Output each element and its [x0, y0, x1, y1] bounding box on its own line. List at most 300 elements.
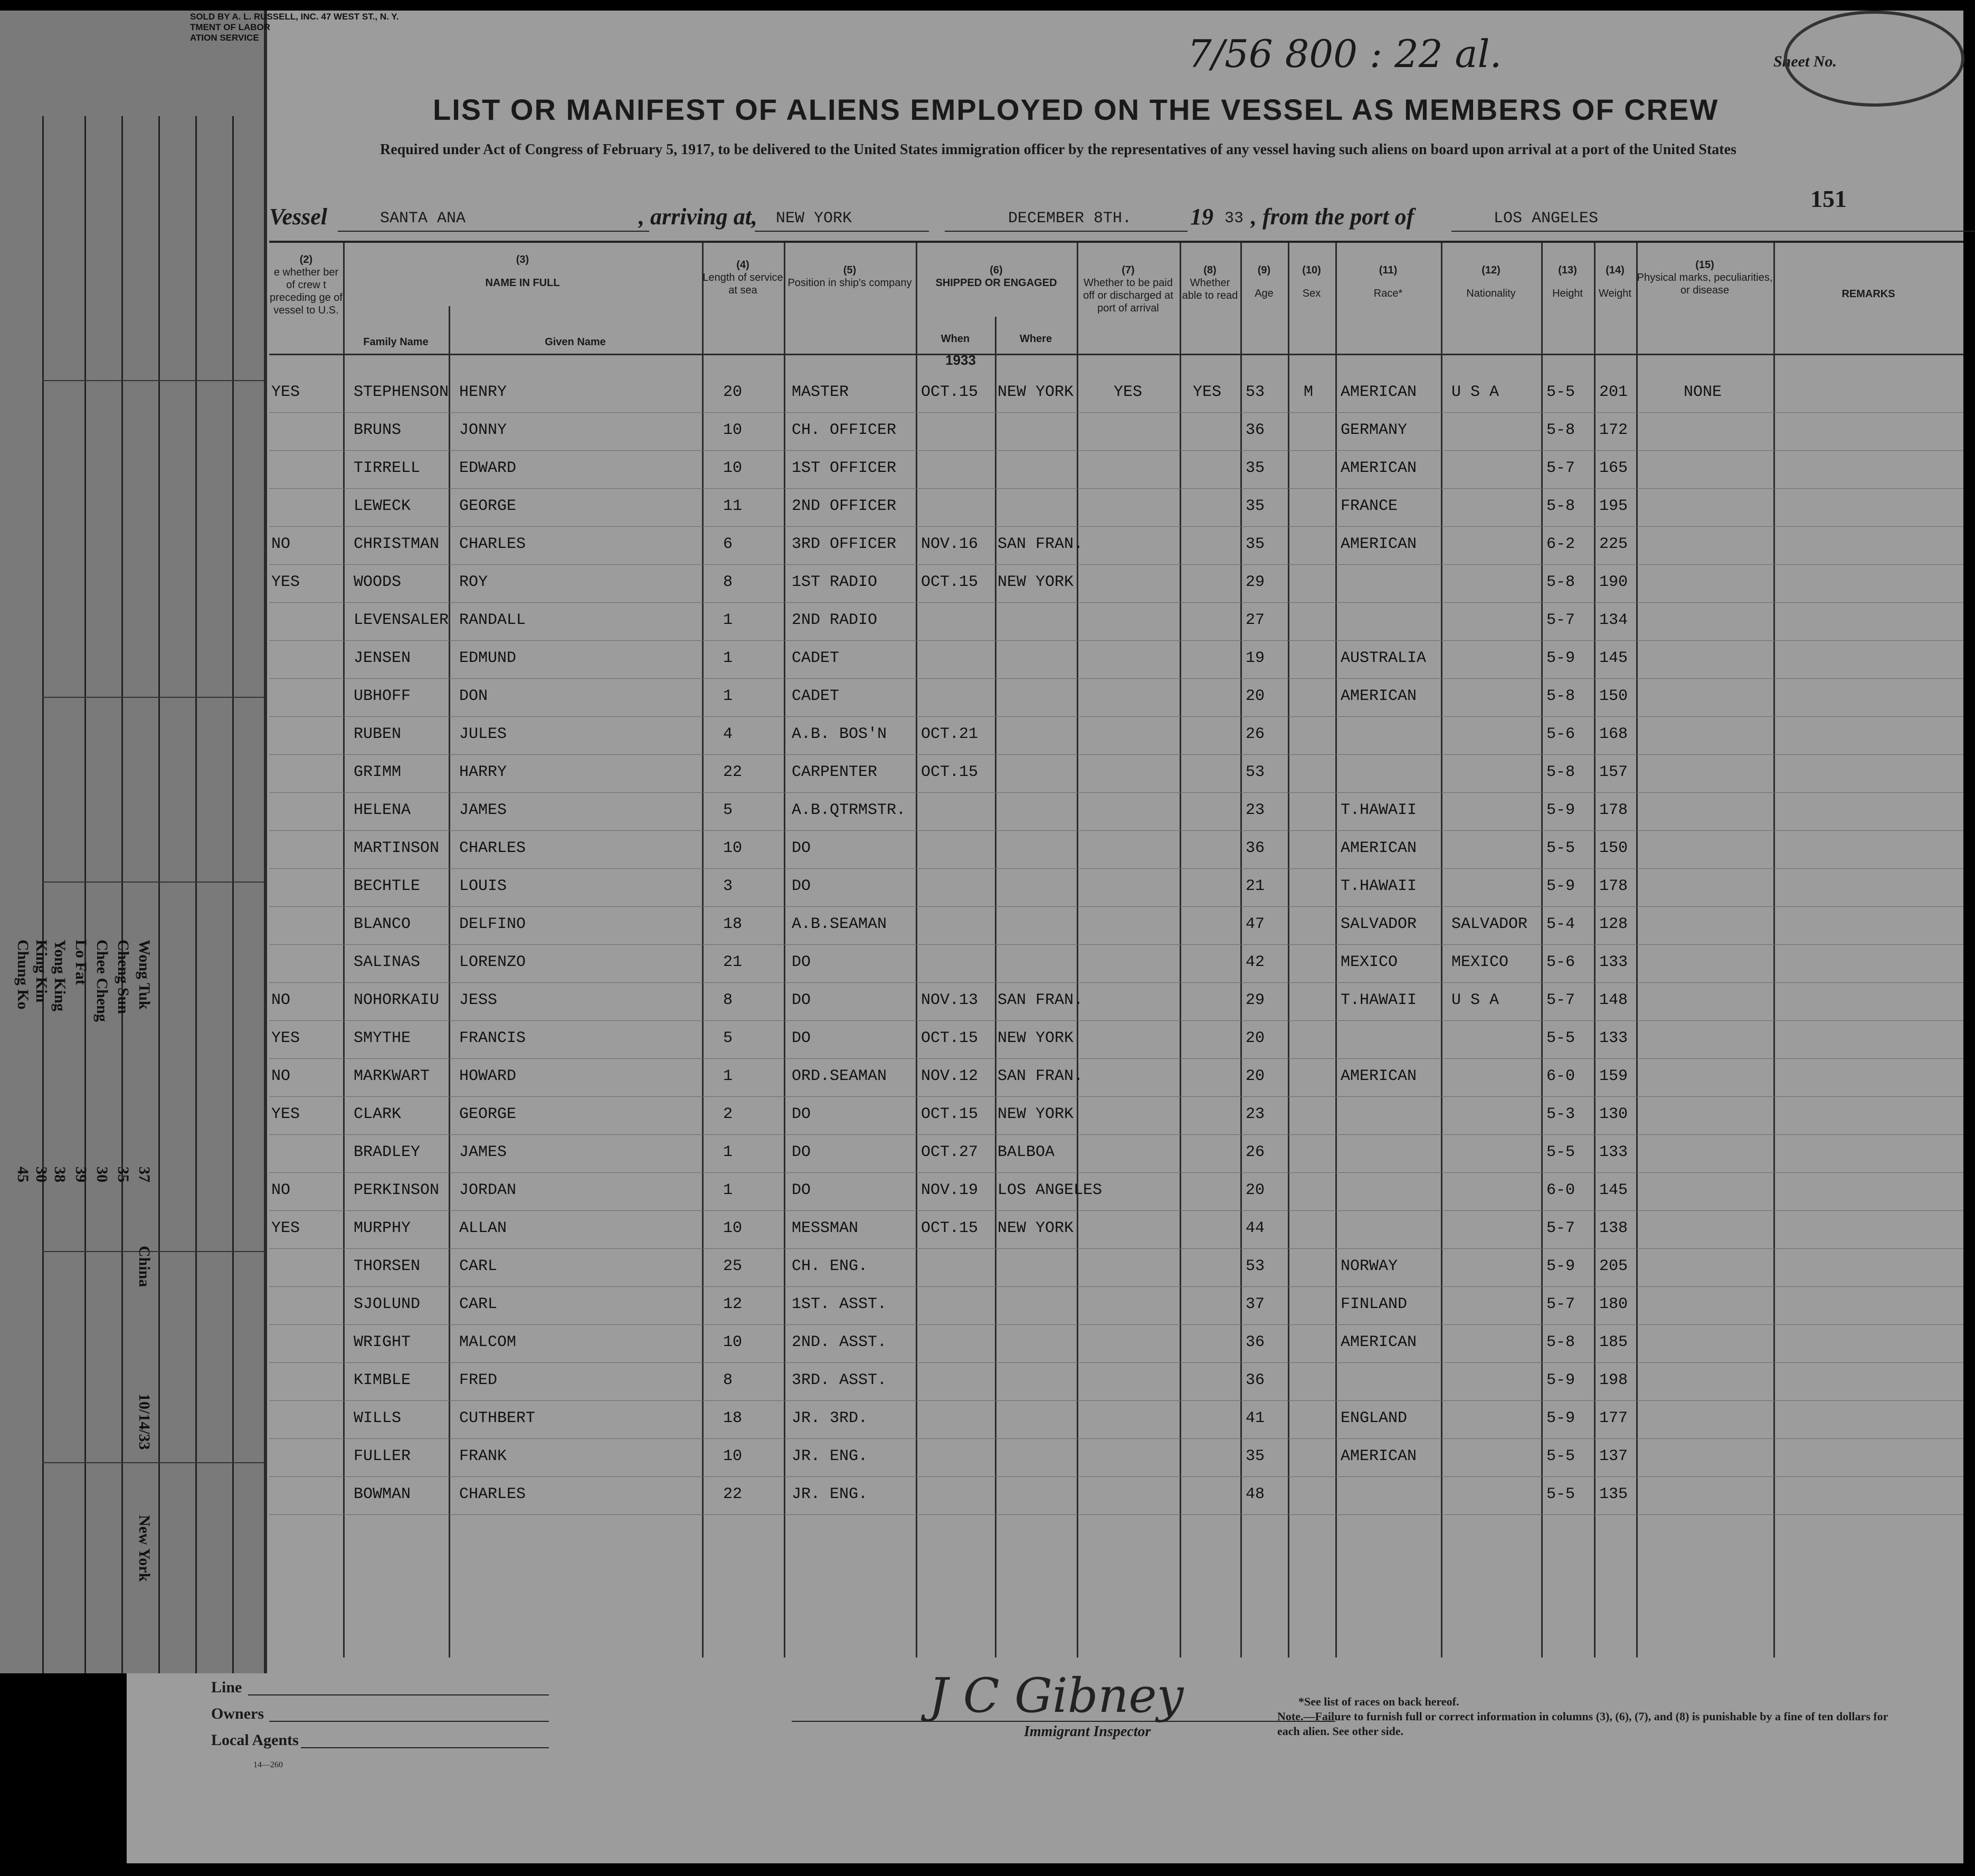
- table-row: [269, 1211, 1963, 1249]
- race-cell: AMERICAN: [1341, 535, 1417, 553]
- service-length-cell: 10: [723, 459, 743, 477]
- footnote-penalty: Note.—Failure to furnish full or correct information in columns (3), (6), (7), and (8) is punishable by a fine of ten dollars for each alien. See other side.: [1277, 1710, 1888, 1738]
- height-cell: 5-9: [1546, 1257, 1575, 1275]
- prev-engaged-cell: NO: [271, 991, 291, 1009]
- shipped-when-cell: OCT.15: [921, 573, 979, 591]
- service-length-cell: 10: [723, 1219, 743, 1237]
- race-cell: FINLAND: [1341, 1295, 1408, 1313]
- given-name-cell: JAMES: [459, 801, 507, 819]
- col3-header: (3) NAME IN FULL: [485, 254, 560, 289]
- col2-header: (2) e whether ber of crew t preceding ge of vessel to U.S.: [270, 254, 343, 316]
- table-row: [269, 1477, 1963, 1515]
- given-name-cell: HOWARD: [459, 1067, 517, 1085]
- service-length-cell: 10: [723, 1333, 743, 1351]
- position-cell: DO: [792, 839, 811, 857]
- remarks-header: REMARKS: [1841, 288, 1895, 300]
- service-length-cell: 1: [723, 1181, 733, 1199]
- age-cell: 27: [1246, 611, 1265, 629]
- service-length-cell: 4: [723, 725, 733, 743]
- nationality-cell: U S A: [1451, 383, 1499, 401]
- service-length-cell: 10: [723, 1447, 743, 1465]
- height-cell: 6-0: [1546, 1067, 1575, 1085]
- shipped-when-cell: NOV.16: [921, 535, 979, 553]
- service-length-cell: 1: [723, 1067, 733, 1085]
- position-cell: JR. ENG.: [792, 1447, 868, 1465]
- height-cell: 5-7: [1546, 459, 1575, 477]
- weight-cell: 128: [1599, 915, 1628, 933]
- col13-header: (13) Height: [1552, 264, 1583, 299]
- shipped-when-cell: OCT.15: [921, 1105, 979, 1123]
- departure-port: LOS ANGELES: [1494, 210, 1599, 228]
- height-cell: 5-5: [1546, 839, 1575, 857]
- age-cell: 35: [1246, 535, 1265, 553]
- service-length-cell: 11: [723, 497, 743, 515]
- nationality-cell: SALVADOR: [1451, 915, 1528, 933]
- weight-cell: 133: [1599, 1029, 1628, 1047]
- shipped-when-cell: OCT.15: [921, 1219, 979, 1237]
- family-name-cell: BOWMAN: [354, 1485, 411, 1503]
- family-name-cell: UBHOFF: [354, 687, 411, 705]
- owners-underline: [269, 1721, 549, 1722]
- height-cell: 5-5: [1546, 1447, 1575, 1465]
- height-cell: 5-7: [1546, 1219, 1575, 1237]
- given-name-cell: CUTHBERT: [459, 1409, 536, 1427]
- weight-cell: 148: [1599, 991, 1628, 1009]
- service-length-cell: 2: [723, 1105, 733, 1123]
- table-row: [269, 1173, 1963, 1211]
- age-cell: 26: [1246, 1143, 1265, 1161]
- col14-header: (14) Weight: [1599, 264, 1631, 299]
- year-prefix: 19: [1190, 204, 1213, 230]
- family-name-cell: RUBEN: [354, 725, 402, 743]
- given-name-cell: DELFINO: [459, 915, 526, 933]
- shipped-where-cell: NEW YORK: [998, 383, 1074, 401]
- age-cell: 35: [1246, 459, 1265, 477]
- owners-label: Owners: [211, 1705, 264, 1722]
- position-cell: 3RD OFFICER: [792, 535, 897, 553]
- age-cell: 53: [1246, 763, 1265, 781]
- weight-cell: 134: [1599, 611, 1628, 629]
- weight-cell: 137: [1599, 1447, 1628, 1465]
- overlay-divider: [121, 116, 123, 1673]
- age-cell: 26: [1246, 725, 1265, 743]
- weight-cell: 165: [1599, 459, 1628, 477]
- height-cell: 5-9: [1546, 1371, 1575, 1389]
- col5-header: (5) Position in ship's company: [787, 264, 912, 289]
- table-row: [269, 565, 1963, 603]
- height-cell: 5-5: [1546, 1143, 1575, 1161]
- service-length-cell: 21: [723, 953, 743, 971]
- position-cell: A.B.SEAMAN: [792, 915, 887, 933]
- race-cell: AMERICAN: [1341, 459, 1417, 477]
- arrival-date: DECEMBER 8TH.: [1008, 210, 1132, 228]
- position-cell: 3RD. ASST.: [792, 1371, 887, 1389]
- overlay-divider: [195, 116, 197, 1673]
- given-name-header: Given Name: [545, 336, 606, 348]
- race-cell: AUSTRALIA: [1341, 649, 1427, 667]
- table-row: [269, 413, 1963, 451]
- overlay-name: Yong King: [51, 940, 69, 1011]
- service-length-cell: 18: [723, 1409, 743, 1427]
- height-cell: 5-8: [1546, 497, 1575, 515]
- position-cell: CH. ENG.: [792, 1257, 868, 1275]
- given-name-cell: LORENZO: [459, 953, 526, 971]
- table-row: [269, 1059, 1963, 1097]
- prev-engaged-cell: NO: [271, 1067, 291, 1085]
- position-cell: A.B.QTRMSTR.: [792, 801, 906, 819]
- table-row: [269, 1363, 1963, 1401]
- overlay-rule: [42, 1462, 264, 1463]
- family-name-cell: WILLS: [354, 1409, 402, 1427]
- family-name-cell: FULLER: [354, 1447, 411, 1465]
- nationality-cell: U S A: [1451, 991, 1499, 1009]
- position-cell: CADET: [792, 687, 840, 705]
- where-header: Where: [1019, 333, 1052, 345]
- position-cell: 1ST. ASST.: [792, 1295, 887, 1313]
- family-name-cell: SJOLUND: [354, 1295, 421, 1313]
- table-row: [269, 983, 1963, 1021]
- position-cell: 1ST OFFICER: [792, 459, 897, 477]
- table-row: [269, 717, 1963, 755]
- service-length-cell: 22: [723, 1485, 743, 1503]
- overlay-age: 30: [93, 1167, 111, 1182]
- race-cell: MEXICO: [1341, 953, 1398, 971]
- height-cell: 5-5: [1546, 1485, 1575, 1503]
- race-cell: T.HAWAII: [1341, 801, 1417, 819]
- height-cell: 5-7: [1546, 611, 1575, 629]
- overlay-divider: [42, 116, 44, 1673]
- handwritten-reference: 7/56 800 : 22 al.: [1188, 32, 1502, 76]
- shipped-when-cell: OCT.15: [921, 763, 979, 781]
- shipped-when-cell: OCT.15: [921, 1029, 979, 1047]
- family-name-cell: HELENA: [354, 801, 411, 819]
- age-cell: 20: [1246, 687, 1265, 705]
- given-name-cell: GEORGE: [459, 1105, 517, 1123]
- physical-marks-cell: NONE: [1684, 383, 1722, 401]
- service-length-cell: 12: [723, 1295, 743, 1313]
- arrival-port: NEW YORK: [776, 210, 852, 228]
- height-cell: 6-2: [1546, 535, 1575, 553]
- service-length-cell: 18: [723, 915, 743, 933]
- weight-cell: 168: [1599, 725, 1628, 743]
- line-underline: [248, 1694, 549, 1695]
- overlay-name: Lo Fat: [72, 940, 90, 985]
- family-name-cell: NOHORKAIU: [354, 991, 440, 1009]
- table-row: [269, 679, 1963, 717]
- col8-header: (8) Whether able to read: [1182, 264, 1238, 301]
- inspector-signature: J C Gibney: [929, 1668, 1184, 1723]
- given-name-cell: HENRY: [459, 383, 507, 401]
- weight-cell: 157: [1599, 763, 1628, 781]
- overlay-date: 10/14/33: [136, 1394, 153, 1450]
- official-stamp: [1784, 11, 1964, 107]
- race-cell: FRANCE: [1341, 497, 1398, 515]
- overlay-name: King Kin: [33, 940, 50, 1003]
- position-cell: DO: [792, 991, 811, 1009]
- weight-cell: 133: [1599, 953, 1628, 971]
- age-cell: 19: [1246, 649, 1265, 667]
- service-length-cell: 8: [723, 991, 733, 1009]
- overlay-place: New York: [136, 1515, 153, 1582]
- weight-cell: 145: [1599, 1181, 1628, 1199]
- footnote-races: *See list of races on back hereof.: [1298, 1695, 1459, 1708]
- family-name-header: Family Name: [363, 336, 429, 348]
- prev-engaged-cell: YES: [271, 573, 300, 591]
- prev-engaged-cell: YES: [271, 383, 300, 401]
- table-row: [269, 451, 1963, 489]
- family-name-cell: BRUNS: [354, 421, 402, 439]
- given-name-cell: GEORGE: [459, 497, 517, 515]
- height-cell: 5-4: [1546, 915, 1575, 933]
- shipped-where-cell: SAN FRAN.: [998, 991, 1084, 1009]
- family-name-cell: CHRISTMAN: [354, 535, 440, 553]
- given-name-cell: LOUIS: [459, 877, 507, 895]
- weight-cell: 177: [1599, 1409, 1628, 1427]
- given-name-cell: JULES: [459, 725, 507, 743]
- year-suffix: 33: [1224, 210, 1244, 228]
- race-cell: NORWAY: [1341, 1257, 1398, 1275]
- height-cell: 5-9: [1546, 877, 1575, 895]
- date-underline: [945, 231, 1188, 232]
- age-cell: 36: [1246, 1333, 1265, 1351]
- race-cell: AMERICAN: [1341, 1067, 1417, 1085]
- age-cell: 23: [1246, 801, 1265, 819]
- age-cell: 29: [1246, 991, 1265, 1009]
- service-length-cell: 10: [723, 839, 743, 857]
- family-name-cell: BECHTLE: [354, 877, 421, 895]
- table-row: [269, 945, 1963, 983]
- age-cell: 36: [1246, 1371, 1265, 1389]
- age-cell: 36: [1246, 839, 1265, 857]
- table-row: [269, 527, 1963, 565]
- given-name-cell: ALLAN: [459, 1219, 507, 1237]
- overlay-name: Cheng Sun: [115, 940, 132, 1014]
- table-row: [269, 375, 1963, 413]
- table-row: [269, 831, 1963, 869]
- given-name-cell: FRANCIS: [459, 1029, 526, 1047]
- overlay-rule: [42, 1251, 264, 1252]
- prev-engaged-cell: YES: [271, 1219, 300, 1237]
- position-cell: JR. ENG.: [792, 1485, 868, 1503]
- age-cell: 53: [1246, 1257, 1265, 1275]
- overlay-age: 35: [115, 1167, 132, 1182]
- agents-underline: [301, 1747, 549, 1748]
- weight-cell: 135: [1599, 1485, 1628, 1503]
- position-cell: 2ND. ASST.: [792, 1333, 887, 1351]
- crew-manifest-table: [269, 241, 1963, 1657]
- publisher-line: ATION SERVICE: [190, 33, 259, 43]
- family-name-cell: MARKWART: [354, 1067, 430, 1085]
- age-cell: 42: [1246, 953, 1265, 971]
- footnote: [1277, 1694, 1911, 1739]
- weight-cell: 195: [1599, 497, 1628, 515]
- sex-cell: M: [1304, 383, 1314, 401]
- overlay-divider: [158, 116, 160, 1673]
- able-to-read-cell: YES: [1193, 383, 1222, 401]
- overlay-age: 39: [72, 1167, 90, 1182]
- given-name-cell: MALCOM: [459, 1333, 517, 1351]
- given-name-cell: CHARLES: [459, 839, 526, 857]
- nationality-cell: MEXICO: [1451, 953, 1509, 971]
- height-cell: 5-7: [1546, 991, 1575, 1009]
- prev-engaged-cell: YES: [271, 1105, 300, 1123]
- position-cell: 1ST RADIO: [792, 573, 878, 591]
- table-row: [269, 1021, 1963, 1059]
- position-cell: CADET: [792, 649, 840, 667]
- family-name-cell: LEVENSALER: [354, 611, 449, 629]
- overlay-name: Chee Cheng: [93, 940, 111, 1022]
- shipped-when-cell: OCT.27: [921, 1143, 979, 1161]
- given-name-cell: JESS: [459, 991, 498, 1009]
- age-cell: 53: [1246, 383, 1265, 401]
- weight-cell: 178: [1599, 801, 1628, 819]
- position-cell: A.B. BOS'N: [792, 725, 887, 743]
- race-cell: GERMANY: [1341, 421, 1408, 439]
- table-row: [269, 869, 1963, 907]
- overlay-rule: [42, 380, 264, 381]
- table-row: [269, 755, 1963, 793]
- overlay-divider: [232, 116, 234, 1673]
- table-row: [269, 1325, 1963, 1363]
- overlay-age: 45: [14, 1167, 32, 1182]
- overlay-rule: [42, 697, 264, 698]
- manifest-subtitle: Required under Act of Congress of February 5, 1917, to be delivered to the United States immigration officer by the representatives of any vessel having such aliens on board upon arrival at a port of the United States: [380, 141, 1736, 158]
- shipped-where-cell: BALBOA: [998, 1143, 1055, 1161]
- given-name-cell: RANDALL: [459, 611, 526, 629]
- shipped-where-cell: NEW YORK: [998, 1219, 1074, 1237]
- position-cell: DO: [792, 1105, 811, 1123]
- weight-cell: 130: [1599, 1105, 1628, 1123]
- shipped-where-cell: SAN FRAN.: [998, 1067, 1084, 1085]
- given-name-cell: CHARLES: [459, 1485, 526, 1503]
- col12-header: (12) Nationality: [1466, 264, 1516, 299]
- weight-cell: 180: [1599, 1295, 1628, 1313]
- age-cell: 47: [1246, 915, 1265, 933]
- weight-cell: 198: [1599, 1371, 1628, 1389]
- race-cell: AMERICAN: [1341, 1447, 1417, 1465]
- family-name-cell: PERKINSON: [354, 1181, 440, 1199]
- family-name-cell: LEWECK: [354, 497, 411, 515]
- weight-cell: 150: [1599, 687, 1628, 705]
- position-cell: ORD.SEAMAN: [792, 1067, 887, 1085]
- position-cell: DO: [792, 1181, 811, 1199]
- shipped-when-cell: OCT.15: [921, 383, 979, 401]
- race-cell: T.HAWAII: [1341, 877, 1417, 895]
- family-name-cell: SMYTHE: [354, 1029, 411, 1047]
- service-length-cell: 25: [723, 1257, 743, 1275]
- weight-cell: 178: [1599, 877, 1628, 895]
- family-name-cell: JENSEN: [354, 649, 411, 667]
- prev-engaged-cell: NO: [271, 1181, 291, 1199]
- overlay-divider: [84, 116, 86, 1673]
- form-number: 14—260: [253, 1760, 283, 1769]
- position-cell: JR. 3RD.: [792, 1409, 868, 1427]
- inspector-caption: Immigrant Inspector: [1024, 1723, 1151, 1740]
- position-cell: DO: [792, 1143, 811, 1161]
- arriving-label: , arriving at,: [639, 204, 757, 230]
- col11-header: (11) Race*: [1373, 264, 1403, 299]
- given-name-cell: EDMUND: [459, 649, 517, 667]
- table-row: [269, 907, 1963, 945]
- weight-cell: 172: [1599, 421, 1628, 439]
- shipped-when-cell: NOV.13: [921, 991, 979, 1009]
- col9-header: (9) Age: [1255, 264, 1274, 299]
- overlay-country: China: [136, 1246, 153, 1287]
- weight-cell: 150: [1599, 839, 1628, 857]
- age-cell: 36: [1246, 421, 1265, 439]
- position-cell: MESSMAN: [792, 1219, 859, 1237]
- race-cell: SALVADOR: [1341, 915, 1417, 933]
- family-name-cell: GRIMM: [354, 763, 402, 781]
- given-name-cell: CARL: [459, 1295, 498, 1313]
- race-cell: AMERICAN: [1341, 839, 1417, 857]
- table-row: [269, 1249, 1963, 1287]
- age-cell: 44: [1246, 1219, 1265, 1237]
- race-cell: AMERICAN: [1341, 383, 1417, 401]
- height-cell: 5-5: [1546, 1029, 1575, 1047]
- shipped-where-cell: NEW YORK: [998, 1029, 1074, 1047]
- table-row: [269, 1401, 1963, 1439]
- shipped-when-cell: NOV.19: [921, 1181, 979, 1199]
- position-cell: MASTER: [792, 383, 849, 401]
- family-name-cell: WOODS: [354, 573, 402, 591]
- height-cell: 5-8: [1546, 573, 1575, 591]
- shipped-where-cell: NEW YORK: [998, 1105, 1074, 1123]
- position-cell: 2ND OFFICER: [792, 497, 897, 515]
- overlay-age: 38: [51, 1167, 69, 1182]
- shipped-where-cell: LOS ANGELES: [998, 1181, 1103, 1199]
- weight-cell: 138: [1599, 1219, 1628, 1237]
- age-cell: 20: [1246, 1067, 1265, 1085]
- vessel-info-row: [269, 203, 1853, 235]
- service-length-cell: 1: [723, 687, 733, 705]
- overlay-name: Chung Ko: [14, 940, 32, 1010]
- arrival-underline: [755, 231, 929, 232]
- shipped-where-cell: NEW YORK: [998, 573, 1074, 591]
- service-length-cell: 1: [723, 649, 733, 667]
- position-cell: 2ND RADIO: [792, 611, 878, 629]
- weight-cell: 190: [1599, 573, 1628, 591]
- age-cell: 41: [1246, 1409, 1265, 1427]
- col15-header: (15) Physical marks, peculiarities, or disease: [1637, 259, 1773, 296]
- height-cell: 5-8: [1546, 1333, 1575, 1351]
- weight-cell: 185: [1599, 1333, 1628, 1351]
- family-name-cell: KIMBLE: [354, 1371, 411, 1389]
- publisher-imprint: [190, 12, 398, 43]
- given-name-cell: CARL: [459, 1257, 498, 1275]
- family-name-cell: STEPHENSON: [354, 383, 449, 401]
- given-name-cell: JAMES: [459, 1143, 507, 1161]
- col6-header: (6) SHIPPED OR ENGAGED: [935, 264, 1057, 289]
- age-cell: 21: [1246, 877, 1265, 895]
- service-length-cell: 10: [723, 421, 743, 439]
- row-rule: [269, 1514, 1963, 1515]
- family-name-cell: BRADLEY: [354, 1143, 421, 1161]
- service-length-cell: 5: [723, 801, 733, 819]
- prev-engaged-cell: NO: [271, 535, 291, 553]
- table-row: [269, 641, 1963, 679]
- age-cell: 23: [1246, 1105, 1265, 1123]
- position-cell: DO: [792, 953, 811, 971]
- family-name-cell: MURPHY: [354, 1219, 411, 1237]
- manifest-title: LIST OR MANIFEST OF ALIENS EMPLOYED ON THE VESSEL AS MEMBERS OF CREW: [433, 93, 1719, 126]
- page-number: 151: [1810, 185, 1847, 212]
- height-cell: 5-6: [1546, 953, 1575, 971]
- weight-cell: 159: [1599, 1067, 1628, 1085]
- family-name-cell: THORSEN: [354, 1257, 421, 1275]
- service-length-cell: 1: [723, 1143, 733, 1161]
- age-cell: 29: [1246, 573, 1265, 591]
